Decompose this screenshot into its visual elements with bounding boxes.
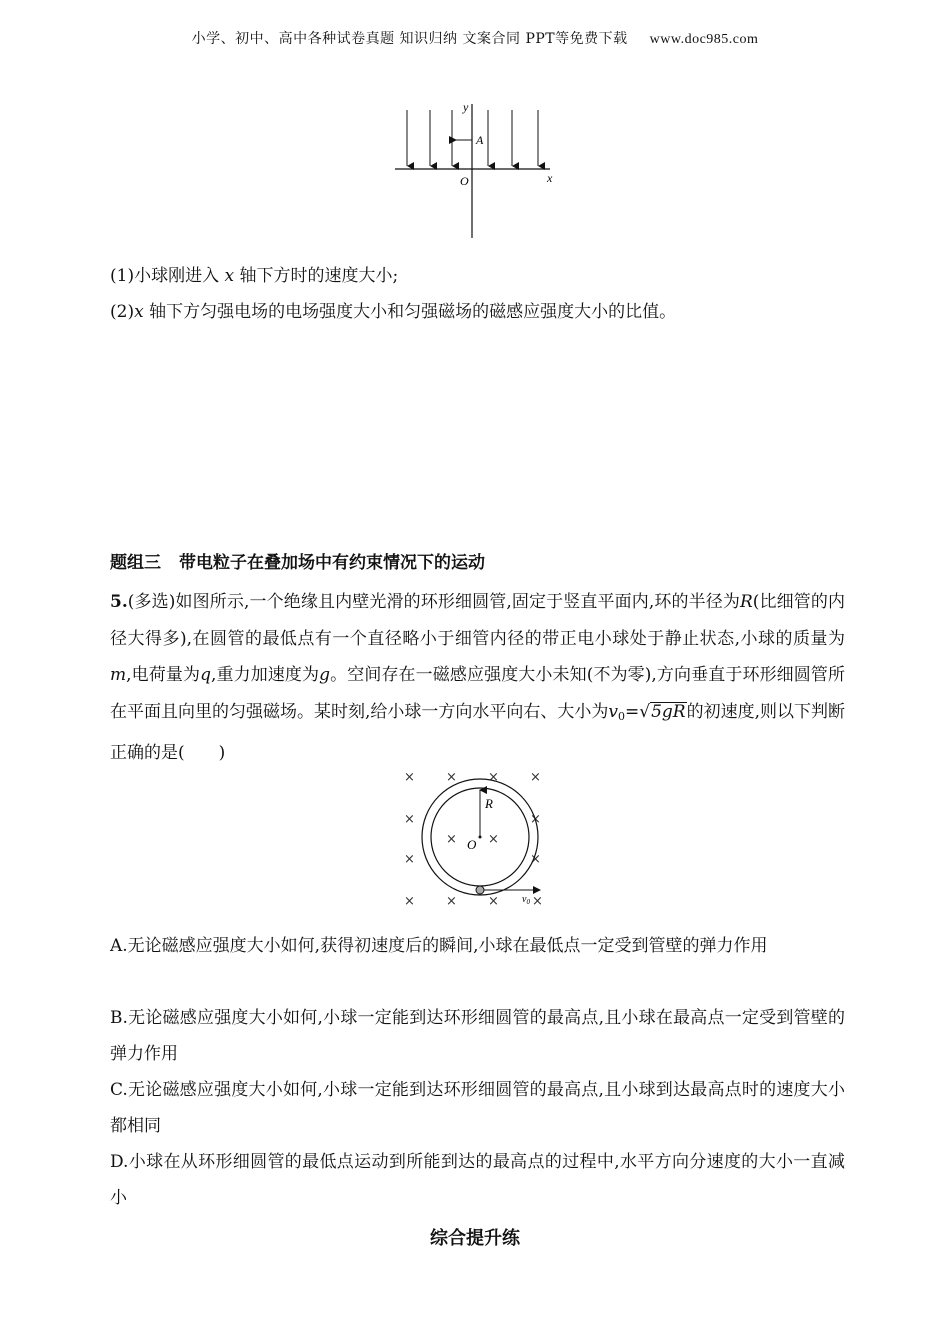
svg-text:×: × xyxy=(530,812,541,827)
figure-electric-field-axes xyxy=(380,96,580,246)
label-y: y xyxy=(463,100,469,114)
label-radius: R xyxy=(485,796,493,811)
svg-text:×: × xyxy=(488,894,499,909)
svg-text:×: × xyxy=(446,770,457,785)
header-site[interactable]: www.doc985.com xyxy=(649,32,759,47)
section-title: 题组三 带电粒子在叠加场中有约束情况下的运动 xyxy=(110,553,485,573)
label-origin: O xyxy=(460,174,469,188)
question-part-2: (2)x 轴下方匀强电场的电场强度大小和匀强磁场的磁感应强度大小的比值。 xyxy=(110,302,677,322)
label-center: O xyxy=(467,837,477,852)
page-header xyxy=(0,28,950,48)
svg-text:×: × xyxy=(404,894,415,909)
svg-text:×: × xyxy=(532,894,543,909)
option-a[interactable]: A.无论磁感应强度大小如何,获得初速度后的瞬间,小球在最低点一定受到管壁的弹力作用 xyxy=(110,936,768,956)
center-point xyxy=(479,836,482,839)
svg-text:×: × xyxy=(530,852,541,867)
header-text: 小学、初中、高中各种试卷真题 知识归纳 文案合同 PPT等免费下载 xyxy=(191,31,628,47)
label-x: x xyxy=(547,171,553,185)
option-d[interactable]: D.小球在从环形细圆管的最低点运动到所能到达的最高点的过程中,水平方向分速度的大小一直减小 xyxy=(110,1152,845,1208)
figure-ring-tube xyxy=(395,760,555,912)
option-b[interactable]: B.无论磁感应强度大小如何,小球一定能到达环形细圆管的最高点,且小球在最高点一定受到管壁的弹力作用 xyxy=(110,1008,845,1064)
question-part-1: (1)小球刚进入 x 轴下方时的速度大小; xyxy=(110,266,399,286)
svg-text:×: × xyxy=(488,832,499,847)
svg-text:×: × xyxy=(446,832,457,847)
section-footer-title: 综合提升练 xyxy=(430,1228,520,1249)
question-5: 5.(多选)如图所示,一个绝缘且内壁光滑的环形细圆管,固定于竖直平面内,环的半径为R(比细管的内径大得多),在圆管的最低点有一个直径略小于细管内径的带正电小球处于静止状态,小球的质量为m,电荷量为q,重力加速度为g。空间存在一磁感应强度大小未知(不为零),方向垂直于环形细圆管所在平面且向里的匀强磁场。某时刻,给小球一方向水平向右、大小为$v_0=√5gR$的初速度,则以下判断正确的是( ) xyxy=(110,592,846,763)
option-c[interactable]: C.无论磁感应强度大小如何,小球一定能到达环形细圆管的最高点,且小球到达最高点时的速度大小都相同 xyxy=(110,1080,845,1136)
svg-text:×: × xyxy=(488,770,499,785)
svg-text:×: × xyxy=(404,770,415,785)
svg-text:×: × xyxy=(446,894,457,909)
label-a: A xyxy=(476,133,484,147)
svg-text:×: × xyxy=(404,812,415,827)
charged-ball xyxy=(476,886,484,894)
svg-text:×: × xyxy=(404,852,415,867)
svg-text:×: × xyxy=(530,770,541,785)
label-velocity: $v_0$ xyxy=(522,894,530,906)
